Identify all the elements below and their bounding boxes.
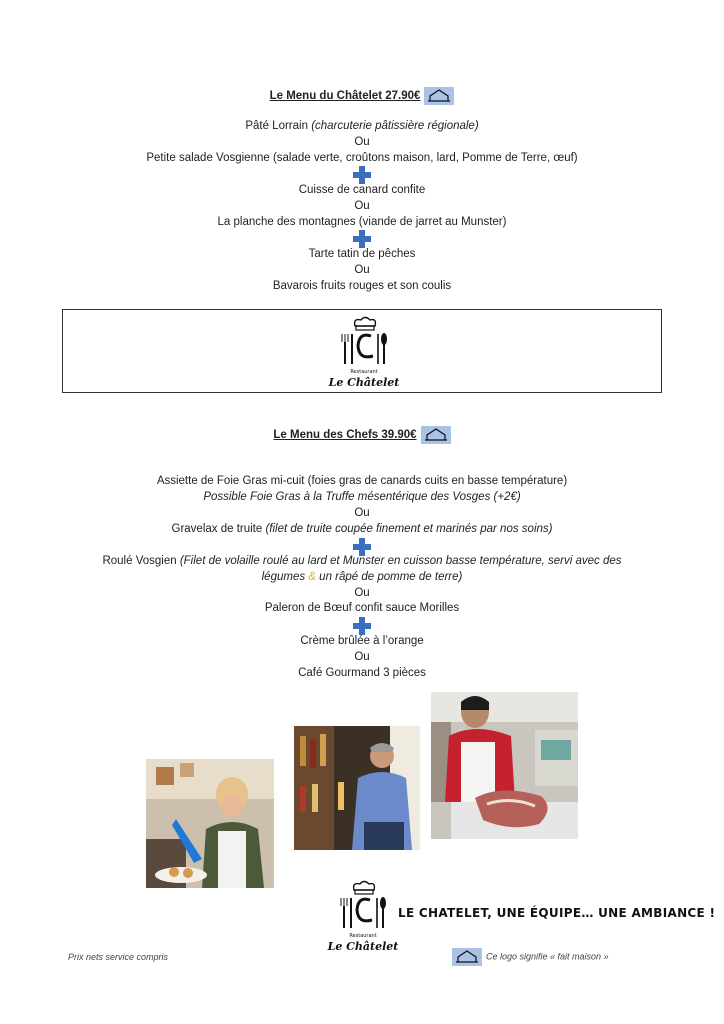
menu2-item-cafe: Café Gourmand 3 pièces xyxy=(298,667,426,679)
photo-chef-bar xyxy=(294,726,420,850)
menu2-item-roule-cont: légumes & un râpé de pomme de terre) xyxy=(261,571,463,583)
logo-text-restaurant: Restaurant xyxy=(350,369,378,375)
footer-legend xyxy=(452,948,609,966)
menu1-item-pate: Pâté Lorrain (charcuterie pâtissière régionale) xyxy=(245,120,479,132)
menu2-or: Ou xyxy=(354,651,370,663)
slogan: LE CHATELET, UNE ÉQUIPE… UNE AMBIANCE ! xyxy=(398,906,716,920)
menu1-or: Ou xyxy=(354,136,370,148)
restaurant-logo-bottom xyxy=(327,880,399,954)
menu2-title xyxy=(0,426,724,444)
homemade-icon xyxy=(421,426,451,444)
footer-legend-text: Ce logo signifie « fait maison » xyxy=(486,951,609,962)
menu1-item-bavarois: Bavarois fruits rouges et son coulis xyxy=(272,280,452,292)
homemade-icon xyxy=(452,948,482,966)
menu1-or: Ou xyxy=(354,200,370,212)
menu2-title-text: Le Menu des Chefs 39.90€ xyxy=(273,429,417,442)
menu2-or: Ou xyxy=(354,587,370,599)
menu1-or: Ou xyxy=(354,264,370,276)
logo-text-name: Le Châtelet xyxy=(328,376,400,389)
menu2-item-foie: Assiette de Foie Gras mi-cuit (foies gras de canards cuits en basse température) xyxy=(156,475,568,487)
menu2-or: Ou xyxy=(354,507,370,519)
plus-icon xyxy=(353,617,371,635)
menu1-item-planche: La planche des montagnes (viande de jarret au Munster) xyxy=(217,216,507,228)
menu2-item-gravelax: Gravelax de truite (filet de truite coupée finement et marinés par nos soins) xyxy=(171,523,553,535)
plus-icon xyxy=(353,230,371,248)
photo-chef-meat xyxy=(431,692,578,839)
menu1-title-text: Le Menu du Châtelet 27.90€ xyxy=(269,90,421,103)
menu1-item-canard: Cuisse de canard confite xyxy=(298,184,426,196)
homemade-icon xyxy=(424,87,454,105)
restaurant-logo xyxy=(328,316,400,390)
logo-banner xyxy=(62,309,662,393)
menu2-item-creme: Crème brûlée à l’orange xyxy=(300,635,424,647)
logo-text-name: Le Châtelet xyxy=(327,940,399,953)
menu1-item-salade: Petite salade Vosgienne (salade verte, croûtons maison, lard, Pomme de Terre, œuf) xyxy=(146,152,578,164)
menu2-item-roule: Roulé Vosgien (Filet de volaille roulé au lard et Munster en cuisson basse température, servi avec des xyxy=(102,555,622,567)
menu2-item-truffe: Possible Foie Gras à la Truffe mésentérique des Vosges (+2€) xyxy=(203,491,521,503)
menu1-title xyxy=(0,87,724,105)
footer-price-note: Prix nets service compris xyxy=(68,952,169,962)
photo-pastry-chef xyxy=(146,759,274,888)
logo-text-restaurant: Restaurant xyxy=(349,933,377,939)
plus-icon xyxy=(353,166,371,184)
menu2-item-paleron: Paleron de Bœuf confit sauce Morilles xyxy=(264,602,460,614)
menu1-item-tarte: Tarte tatin de pêches xyxy=(308,248,416,260)
